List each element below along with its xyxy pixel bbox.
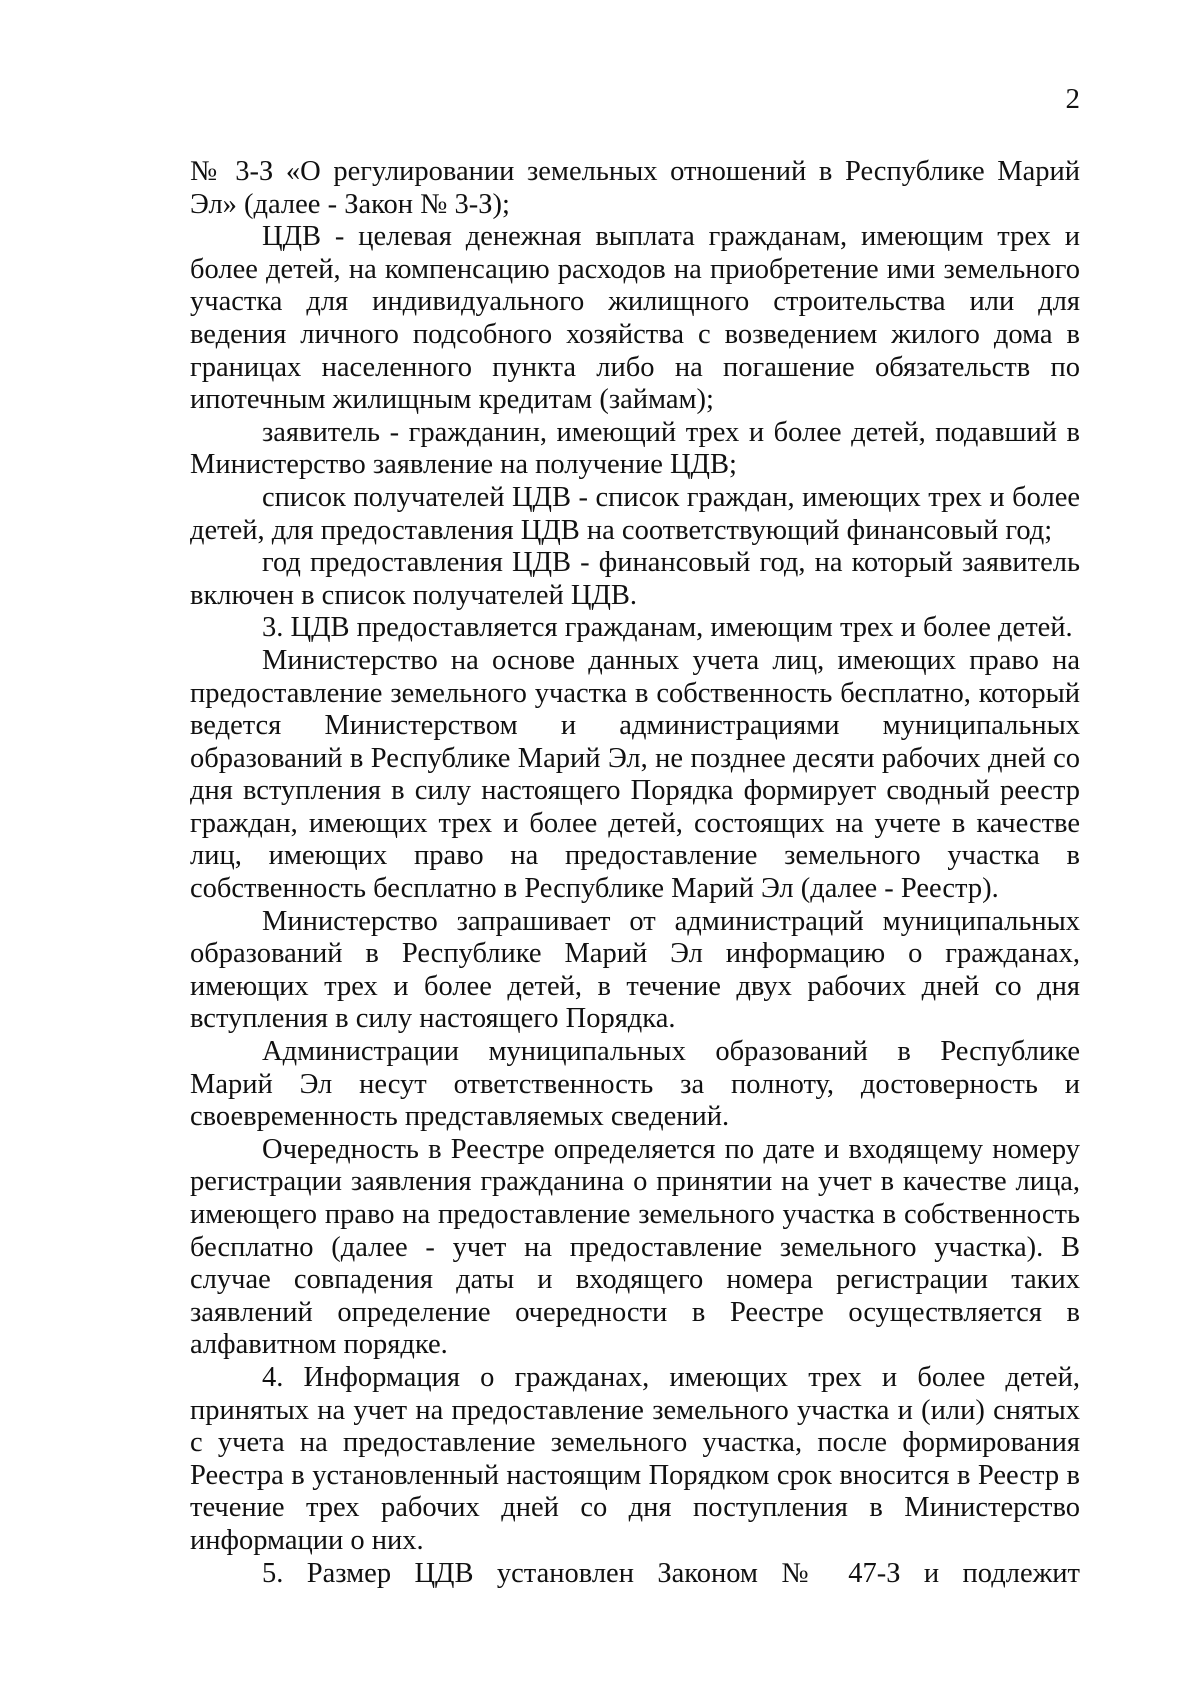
paragraph-definition-year: год предоставления ЦДВ - финансовый год, на который заявитель включен в список получателей ЦДВ.	[190, 547, 1080, 611]
paragraph-item-4: 4. Информация о гражданах, имеющих трех и более детей, принятых на учет на предоставление земельного участка и (или) снятых с учета на предоставление земельного участка, после формирования Реестра в установленный настоящим Порядком срок вносится в Реестр в течение трех рабочих дней со дня поступления в Министерство информации о них.	[190, 1361, 1080, 1556]
paragraph-law-reference: № 3-З «О регулировании земельных отношений в Республике Марий Эл» (далее - Закон № 3-З);	[190, 156, 1080, 220]
paragraph-definition-cdv: ЦДВ - целевая денежная выплата гражданам, имеющим трех и более детей, на компенсацию расходов на приобретение ими земельного участка для индивидуального жилищного строительства или для ведения личного подсобного хозяйства с возведением жилого дома в границах населенного пункта либо на погашение обязательств по ипотечным жилищным кредитам (займам);	[190, 221, 1080, 416]
paragraph-item-5: 5. Размер ЦДВ установлен Законом № 47-З и подлежит	[262, 1557, 1080, 1589]
paragraph-administrations-responsibility: Администрации муниципальных образований в Республике Марий Эл несут ответственность за полноту, достоверность и своевременность представляемых сведений.	[190, 1036, 1080, 1133]
paragraph-ministry-request: Министерство запрашивает от администраций муниципальных образований в Республике Марий Эл информацию о гражданах, имеющих трех и более детей, в течение двух рабочих дней со дня вступления в силу настоящего Порядка.	[190, 905, 1080, 1035]
paragraph-registry-formation: Министерство на основе данных учета лиц, имеющих право на предоставление земельного участка в собственность бесплатно, который ведется Министерством и администрациями муниципальных образований в Республике Марий Эл, не позднее десяти рабочих дней со дня вступления в силу настоящего Порядка формирует сводный реестр граждан, имеющих трех и более детей, состоящих на учете в качестве лиц, имеющих право на предоставление земельного участка в собственность бесплатно в Республике Марий Эл (далее - Реестр).	[190, 644, 1080, 905]
paragraph-registry-order: Очередность в Реестре определяется по дате и входящему номеру регистрации заявления гражданина о принятии на учет в качестве лица, имеющего право на предоставление земельного участка в собственность бесплатно (далее - учет на предоставление земельного участка). В случае совпадения даты и входящего номера регистрации таких заявлений определение очередности в Реестре осуществляется в алфавитном порядке.	[190, 1133, 1080, 1361]
paragraph-definition-applicant: заявитель - гражданин, имеющий трех и более детей, подавший в Министерство заявление на получение ЦДВ;	[190, 416, 1080, 481]
page-number: 2	[1065, 83, 1080, 115]
paragraph-item-3: 3. ЦДВ предоставляется гражданам, имеющим трех и более детей.	[262, 612, 1073, 644]
document-body	[190, 156, 1080, 1590]
paragraph-definition-recipient-list: список получателей ЦДВ - список граждан, имеющих трех и более детей, для предоставления ЦДВ на соответствующий финансовый год;	[190, 481, 1080, 546]
